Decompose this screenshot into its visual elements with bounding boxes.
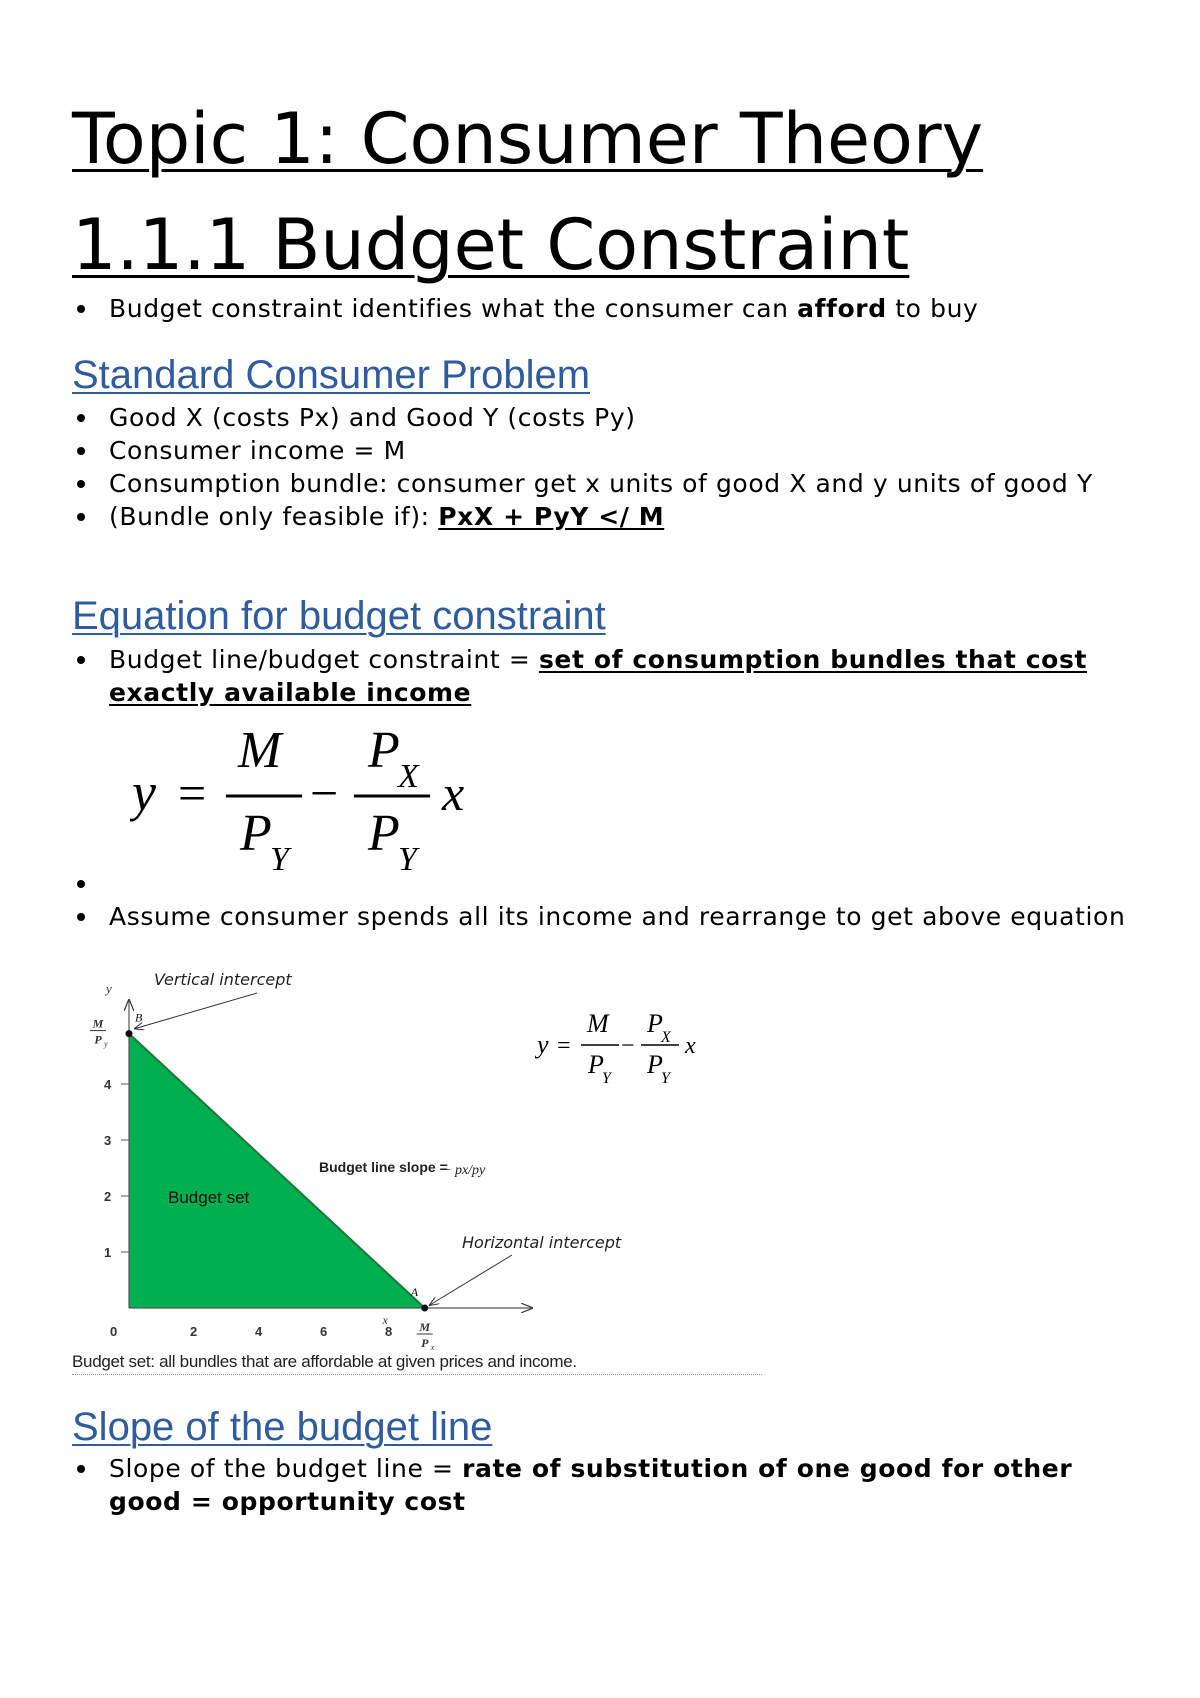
list-item: Budget constraint identifies what the consumer can afford to buy (72, 292, 1132, 325)
y-tick-label: 2 (104, 1189, 112, 1204)
svg-text:y: y (132, 762, 156, 822)
x-tick-label: 0 (110, 1324, 118, 1339)
page-title: Topic 1: Consumer Theory (72, 98, 984, 180)
list-item: Slope of the budget line = rate of substitution of one good for other good = opportunity cost (72, 1452, 1132, 1518)
svg-text:P: P (368, 722, 400, 779)
list-item: Budget line/budget constraint = set of consumption bundles that cost exactly available income (72, 643, 1132, 709)
slope-value: − px/py (442, 1163, 486, 1178)
svg-text:M: M (238, 722, 282, 779)
x-intercept-label-sub: x (430, 1343, 435, 1352)
svg-text:x: x (685, 1033, 696, 1059)
svg-text:P: P (368, 805, 400, 862)
svg-text:x: x (442, 765, 465, 821)
x-intercept-label-den: P (421, 1336, 429, 1350)
y-intercept-label-num: M (92, 1016, 104, 1031)
point-b-marker (126, 1030, 133, 1037)
y-tick-label: 3 (104, 1133, 112, 1148)
svg-text:P: P (588, 1050, 604, 1079)
y-axis-label: y (106, 981, 112, 996)
y-tick-label: 4 (104, 1077, 112, 1092)
svg-text:Y: Y (398, 841, 417, 878)
assume-list (72, 867, 1132, 933)
heading-standard-consumer-problem: Standard Consumer Problem (72, 353, 591, 397)
list-item: Assume consumer spends all its income and rearrange to get above equation (72, 900, 1132, 933)
equation-list (72, 643, 1132, 709)
x-axis-label: x (382, 1313, 388, 1327)
horizontal-intercept-label: Horizontal intercept (462, 1233, 622, 1252)
point-a-label: A (410, 1285, 419, 1299)
svg-text:=: = (557, 1033, 571, 1059)
standard-list (72, 401, 1132, 533)
svg-text:Y: Y (270, 841, 289, 878)
y-intercept-label-den: P (94, 1032, 102, 1047)
svg-text:P: P (647, 1009, 663, 1038)
budget-equation-large (130, 722, 480, 882)
budget-equation-small (535, 1005, 715, 1090)
chart-caption: Budget set: all bundles that are affordable at given prices and income. (72, 1352, 762, 1375)
heading-slope: Slope of the budget line (72, 1405, 493, 1449)
svg-text:−: − (310, 765, 339, 821)
horizontal-intercept-arrow (430, 1255, 512, 1305)
budget-set-label: Budget set (168, 1188, 250, 1207)
svg-text:P: P (240, 805, 272, 862)
vertical-intercept-label: Vertical intercept (154, 970, 292, 989)
svg-text:M: M (587, 1009, 609, 1038)
intro-list (72, 292, 1132, 325)
x-tick-label: 4 (255, 1324, 263, 1339)
list-item (72, 867, 1132, 900)
list-item: Good X (costs Px) and Good Y (costs Py) (72, 401, 1132, 434)
list-item: Consumer income = M (72, 434, 1132, 467)
svg-text:Y: Y (661, 1070, 670, 1087)
svg-text:=: = (178, 765, 207, 821)
y-intercept-label-sub: y (104, 1039, 108, 1049)
slope-list (72, 1452, 1132, 1518)
svg-text:X: X (661, 1029, 671, 1046)
y-tick-label: 1 (104, 1245, 112, 1260)
point-b-label: B (135, 1010, 143, 1025)
list-item: Consumption bundle: consumer get x units of good X and y units of good Y (72, 467, 1132, 500)
section-title: 1.1.1 Budget Constraint (72, 204, 910, 286)
slope-label: Budget line slope = (319, 1159, 448, 1175)
x-tick-label: 8 (385, 1324, 393, 1339)
svg-text:Y: Y (602, 1070, 611, 1087)
heading-equation: Equation for budget constraint (72, 594, 606, 638)
point-a-marker (421, 1305, 428, 1312)
svg-text:X: X (398, 758, 419, 795)
svg-text:P: P (647, 1050, 663, 1079)
x-tick-label: 2 (190, 1324, 198, 1339)
x-intercept-label-num: M (419, 1320, 431, 1334)
list-item: (Bundle only feasible if): PxX + PyY </ M (72, 500, 1132, 533)
vertical-intercept-arrow (135, 993, 257, 1029)
svg-text:−: − (621, 1033, 635, 1059)
svg-text:y: y (537, 1030, 549, 1059)
x-tick-label: 6 (320, 1324, 328, 1339)
